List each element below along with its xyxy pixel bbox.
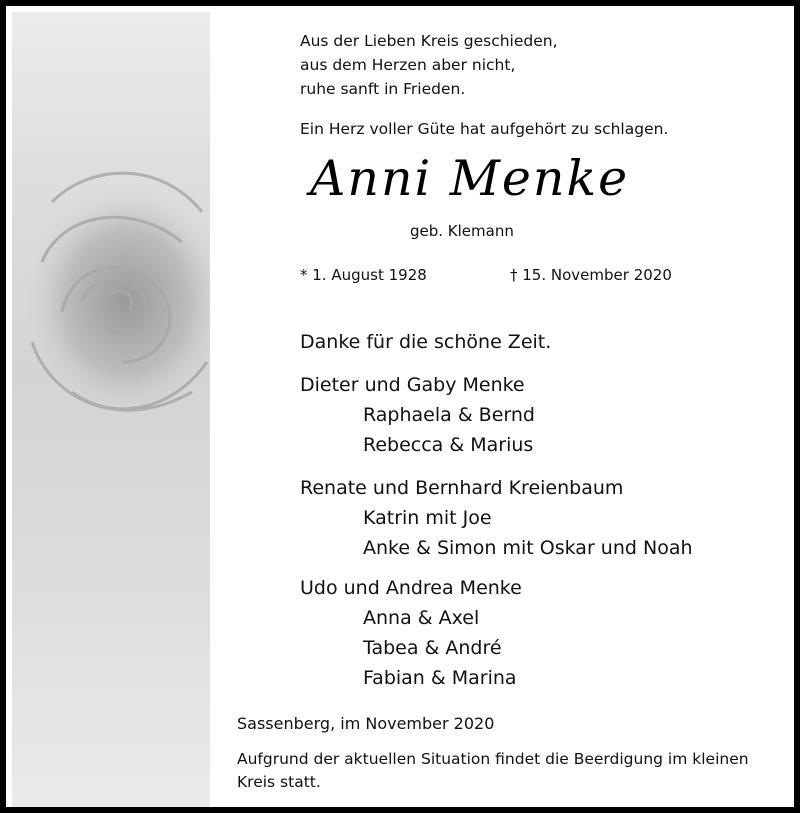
death-date: † 15. November 2020 (510, 266, 672, 284)
family-member: Rebecca & Marius (363, 434, 534, 456)
family-member: Katrin mit Joe (363, 507, 492, 529)
family-member: Raphaela & Bernd (363, 404, 535, 426)
family-head: Udo und Andrea Menke (300, 577, 522, 599)
verse-line-1: Aus der Lieben Kreis geschieden, (300, 32, 558, 50)
family-member: Anna & Axel (363, 607, 480, 629)
family-head: Renate und Bernhard Kreienbaum (300, 477, 624, 499)
family-member: Anke & Simon mit Oskar und Noah (363, 537, 693, 559)
funeral-notice: Aufgrund der aktuellen Situation findet die Beerdigung im kleinen Kreis statt. (237, 750, 749, 791)
verse-line-2: aus dem Herzen aber nicht, (300, 56, 516, 74)
deceased-name: Anni Menke (310, 150, 630, 207)
maiden-name: geb. Klemann (410, 222, 514, 240)
verse-line-4: Ein Herz voller Güte hat aufgehört zu schlagen. (300, 120, 669, 138)
verse-line-3: ruhe sanft in Frieden. (300, 80, 466, 98)
family-member: Fabian & Marina (363, 667, 517, 689)
family-head: Dieter und Gaby Menke (300, 374, 525, 396)
family-member: Tabea & André (363, 637, 502, 659)
birth-date: * 1. August 1928 (300, 266, 427, 284)
place-date: Sassenberg, im November 2020 (237, 714, 495, 733)
thanks-text: Danke für die schöne Zeit. (300, 331, 552, 353)
